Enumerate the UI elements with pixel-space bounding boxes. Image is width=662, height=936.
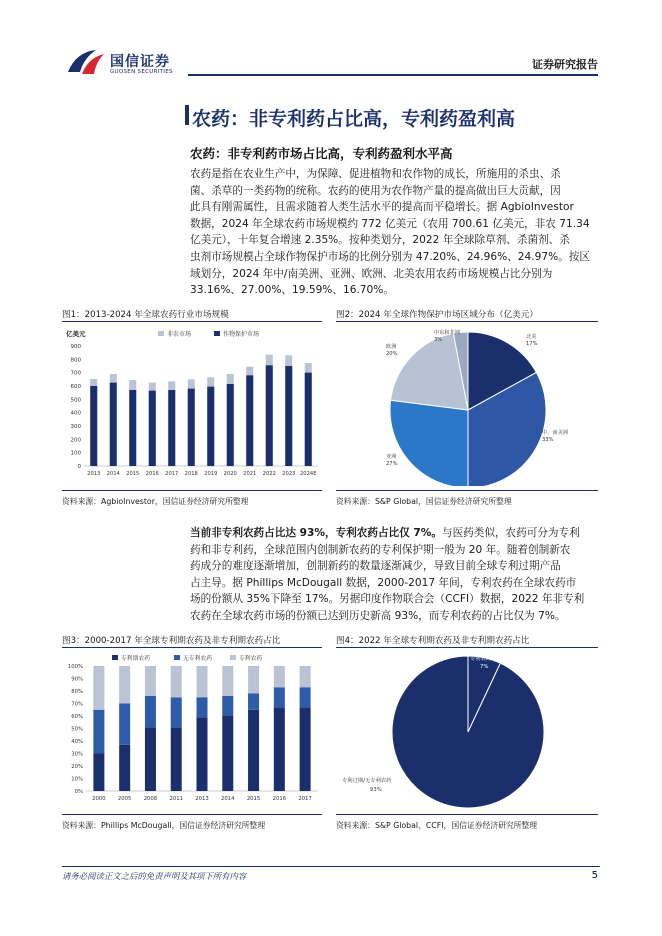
bar-crop-protection [266,365,273,466]
page-number: 5 [591,870,598,881]
stacked-bar-segment [300,707,311,791]
y-tick-label: 50% [71,726,83,733]
y-tick-label: 60% [71,714,83,720]
y-tick-label: 700 [70,370,81,377]
stacked-bar-segment [145,666,156,696]
y-tick-label: 0 [77,464,81,470]
bar-crop-protection [129,390,136,466]
bar-crop-protection [168,390,175,466]
fig2-bottom-rule [336,490,598,491]
page-title: 农药：非专利药占比高，专利药盈利高 [192,108,516,130]
stacked-bar-segment [274,666,285,687]
stacked-bar-segment [119,745,130,791]
x-tick-label: 2021 [243,471,257,477]
legend-label-crop: 作物保护市场 [223,331,260,338]
stacked-bar-segment [274,687,285,707]
x-tick-label: 2014 [221,796,235,802]
section-subtitle: 农药：非专利药市场占比高，专利药盈利水平高 [190,146,453,161]
x-tick-label: 2014 [106,471,120,477]
pie-label: 专利农药 [470,656,492,662]
legend-swatch-nonagri [158,331,164,336]
y-tick-label: 70% [71,701,83,708]
pie-label: 北美 [526,334,537,340]
x-tick-label: 2005 [117,796,132,802]
stacked-bar-segment [222,716,233,791]
bar-crop-protection [246,375,253,466]
logo-subtext: GUOSEN SECURITIES [110,69,173,75]
bar-crop-protection [285,366,292,466]
fig3-source: 资料来源：Phillips McDougall，国信证券经济研究所整理 [62,821,266,830]
x-tick-label: 2017 [165,471,179,477]
fig1-caption: 图1：2013-2024 年全球农药行业市场规模 [62,310,229,320]
x-tick-label: 2008 [143,796,158,802]
x-tick-label: 2015 [126,471,140,477]
fig3-stacked-bar-chart [62,650,324,810]
stacked-bar-segment [300,687,311,707]
fig3-caption: 图3：2000-2017 年全球专利期农药及非专利期农药占比 [62,636,281,646]
y-tick-label: 900 [70,344,81,350]
y-tick-label: 40% [71,739,83,745]
stacked-bar-segment [300,666,311,687]
stacked-bar-segment [197,717,208,791]
y-tick-label: 90% [71,676,83,683]
stacked-bar-segment [197,697,208,717]
stacked-bar-segment [93,666,104,710]
pie-pct-label: 27% [386,461,398,467]
x-tick-label: 2017 [298,796,312,802]
stacked-bar-segment [93,710,104,754]
stacked-bar-segment [171,666,182,697]
fig4-pie-chart [336,650,598,810]
pie-label: 中、南美洲 [542,430,568,436]
pie-pct-label: 3% [434,337,443,343]
paragraph-patent: 当前非专利农药占比达 93%，专利农药占比仅 7%。与医药类似，农药可分为专利 药和非专利药，全球范围内创制新农药的专利保护期一般为 20 年。随着创制新农 药成分的难度逐渐增加，创制新药的数量逐渐减少，导致目前全球专利过期产品 占主导。据 Phillips McDougall 数据，2000-2017 年间，专利农药在全球农药市 场的份额从 35%下降至 17%。另据印度作物联合会（CCFI）数据，2022 年非专利 农药在全球农药市场的份额已达到历史新高 93%，而专利农药的占比仅为 7%。 [190,527,585,622]
stacked-bar-segment [145,696,156,727]
report-type: 证券研究报告 [532,58,598,71]
bar-crop-protection [110,383,117,466]
pie-label: 亚洲 [386,454,397,460]
x-tick-label: 2023 [282,471,296,477]
logo-text: 国信证券 [110,54,170,70]
x-tick-label: 2013 [195,796,209,802]
fig2-source: 资料来源：S&P Global，国信证券经济研究所整理 [336,497,512,506]
fig3-rule [62,647,322,648]
x-tick-label: 2019 [204,471,218,477]
stacked-bar-segment [197,666,208,697]
fig1-bar-chart [62,324,324,486]
fig3-bottom-rule [62,814,322,815]
fig2-rule [336,321,598,322]
stacked-bar-segment [171,697,182,727]
x-tick-label: 2024E [300,471,317,477]
logo [66,48,186,78]
fig1-bottom-rule [62,490,322,491]
y-tick-label: 80% [71,689,83,695]
stacked-bar-segment [171,727,182,791]
fig2-pie-chart [336,324,598,486]
x-tick-label: 2015 [246,796,261,802]
y-tick-label: 800 [70,357,81,364]
legend-swatch [174,655,180,660]
legend-label: 专利农药 [239,656,263,662]
y-tick-label: 400 [70,410,81,417]
y-unit-label: 亿美元 [66,330,86,338]
y-tick-label: 100% [67,664,83,670]
x-tick-label: 2018 [184,471,198,477]
stacked-bar-segment [145,727,156,791]
x-tick-label: 2000 [92,796,106,802]
stacked-bar-segment [119,704,130,745]
pie-pct-label: 20% [386,351,398,357]
bar-crop-protection [227,384,234,466]
pie-label: 欧洲 [386,344,397,350]
y-tick-label: 30% [71,751,83,758]
fig4-rule [336,647,598,648]
fig4-bottom-rule [336,814,598,815]
x-tick-label: 2016 [145,471,159,477]
logo-mark-icon [66,48,106,76]
pie-slice [392,656,544,808]
bar-crop-protection [149,391,156,466]
bar-crop-protection [188,389,195,466]
legend-label-nonagri: 非农市场 [167,331,192,338]
disclaimer-note: 请务必阅读正文之后的免责声明及其项下所有内容 [62,871,247,881]
pie-pct-label: 33% [542,437,554,443]
legend-swatch [230,655,236,660]
fig2-caption: 图2：2024 年全球作物保护市场区域分布（亿美元） [336,310,538,320]
y-tick-label: 300 [70,424,81,430]
pie-label: 专利过期/无专利农药 [342,778,392,784]
y-tick-label: 600 [70,384,81,390]
paragraph-market: 农药是指在农业生产中，为保障、促进植物和农作物的成长，所施用的杀虫、杀 菌、杀草的一类药物的统称。农药的使用为农作物产量的提高做出巨大贡献，因 此具有刚需属性，且需求随着人类生活水平的提高而平稳增长。据 AgbioInvestor 数据，2024 年全球农药市场规模约 772 亿美元（农用 700.61 亿美元，非农 71.34 亿美元），十年复合增速 2.35%。按种类划分，2022 年全球除草剂、杀菌剂、杀 虫剂市场规模占全球作物保护市场的比例分别为 47.20%、24.96%、24.97%。按区 域划分，2024 年中/南美洲、亚洲、欧洲、北美农用农药市场规模占比分别为 33.16%、27.00%、19.59%、16.70%。 [190,168,590,297]
x-tick-label: 2011 [169,796,183,802]
fig1-source: 资料来源：AgbioInvestor，国信证券经济研究所整理 [62,497,249,506]
pie-slice [390,400,468,486]
bar-crop-protection [305,373,312,466]
legend-swatch-crop [214,331,220,336]
stacked-bar-segment [222,696,233,716]
pie-pct-label: 93% [370,787,382,793]
stacked-bar-segment [93,754,104,792]
legend-label: 专利期农药 [121,656,150,662]
stacked-bar-segment [222,666,233,696]
stacked-bar-segment [248,710,259,791]
header-rule [188,74,598,76]
x-tick-label: 2022 [262,471,276,477]
y-tick-label: 200 [70,437,81,444]
legend-label: 无专利农药 [183,656,212,662]
title-accent-bar [185,105,189,125]
x-tick-label: 2020 [223,471,237,477]
stacked-bar-segment [248,694,259,710]
stacked-bar-segment [248,666,259,694]
pie-pct-label: 7% [480,664,489,670]
pie-label: 中东和非洲 [434,330,460,336]
y-tick-label: 500 [70,397,81,404]
fig4-caption: 图4：2022 年全球专利期农药及非专利期农药占比 [336,636,530,646]
y-tick-label: 0% [74,789,83,795]
fig1-rule [62,321,322,322]
legend-swatch [112,655,118,660]
y-tick-label: 10% [71,776,83,783]
y-tick-label: 100 [70,450,81,457]
x-tick-label: 2013 [87,471,101,477]
fig4-source: 资料来源：S&P Global、CCFI，国信证券经济研究所整理 [336,821,538,830]
y-tick-label: 20% [71,764,83,770]
x-tick-label: 2016 [272,796,287,802]
stacked-bar-segment [274,707,285,791]
stacked-bar-segment [119,666,130,704]
pie-pct-label: 17% [526,341,538,347]
bar-crop-protection [90,386,97,466]
bar-crop-protection [207,387,214,466]
footer-rule [62,866,600,867]
